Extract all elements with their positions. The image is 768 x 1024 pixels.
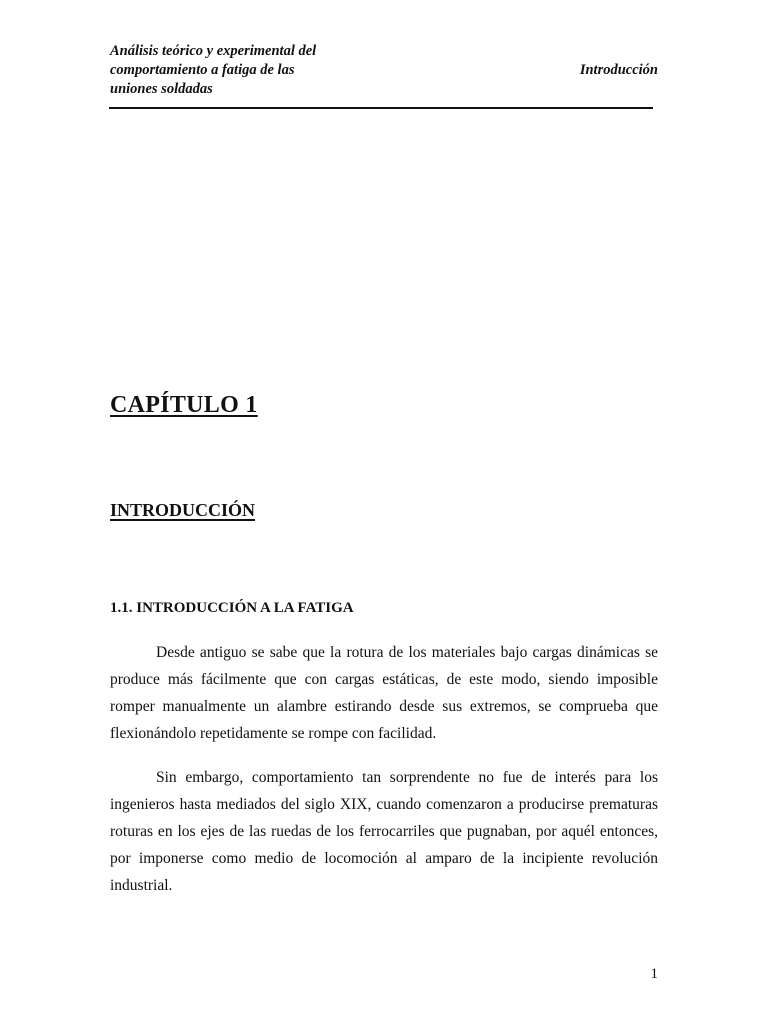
- header-divider: [109, 107, 653, 109]
- running-header-title-line: Análisis teórico y experimental del: [110, 43, 317, 59]
- running-header-chapter: Introducción: [579, 62, 658, 78]
- section-title: INTRODUCCIÓN: [110, 500, 256, 520]
- page-number: 1: [650, 966, 658, 982]
- chapter-title: CAPÍTULO 1: [110, 392, 258, 418]
- body-paragraph: [110, 764, 658, 899]
- body-paragraph-text: Desde antiguo se sabe que la rotura de los materiales bajo cargas dinámicas se produce más fácilmente que con cargas estáticas, de este modo, siendo imposible romper manualmente un alambre estirando desde sus extremos, se comprueba que flexionándolo repetidamente se rompe con facilidad.: [110, 644, 658, 742]
- running-header-title: [110, 42, 410, 99]
- body-paragraph: [110, 639, 658, 747]
- subsection-title: 1.1. INTRODUCCIÓN A LA FATIGA: [110, 600, 354, 616]
- body-paragraph-text: Sin embargo, comportamiento tan sorprendente no fue de interés para los ingenieros hasta mediados del siglo XIX, cuando comenzaron a producirse prematuras roturas en los ejes de las ruedas de los ferrocarriles que pugnaban, por aquél entonces, por imponerse como medio de locomoción al amparo de la incipiente revolución industrial.: [110, 769, 658, 894]
- running-header-title-line: uniones soldadas: [110, 81, 213, 97]
- running-header-title-line: comportamiento a fatiga de las: [110, 62, 295, 78]
